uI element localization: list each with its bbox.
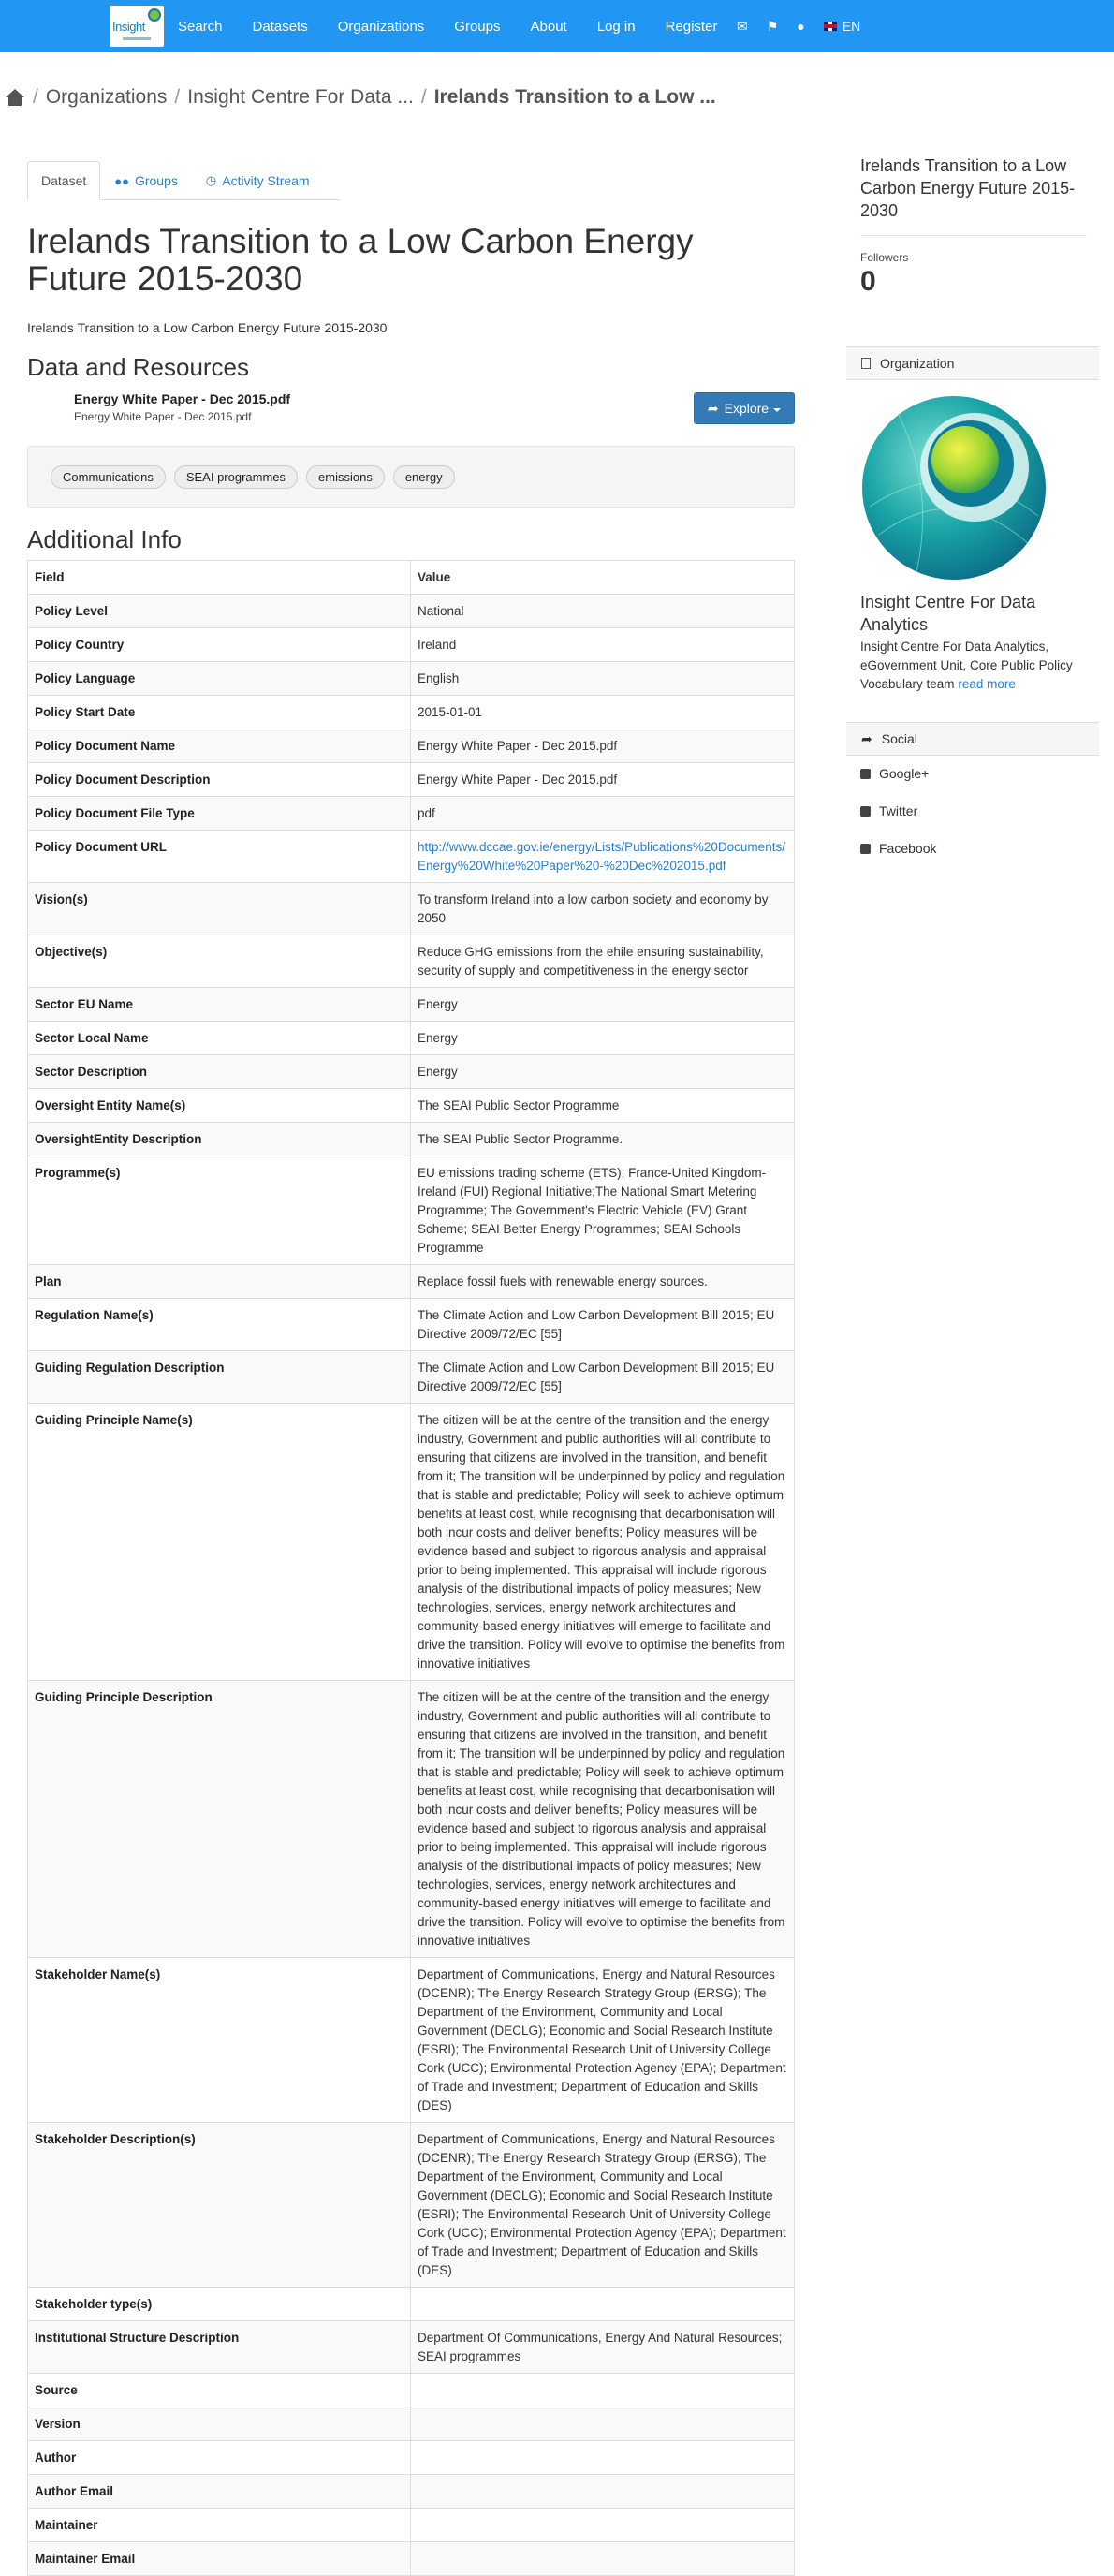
value-cell: Department Of Communications, Energy And Natural Resources; SEAI programmes <box>411 2321 795 2374</box>
logo-tagline <box>123 37 151 40</box>
field-cell: Vision(s) <box>28 883 411 935</box>
value-cell: The SEAI Public Sector Programme <box>411 1089 795 1123</box>
value-cell <box>411 831 795 883</box>
field-cell: Policy Document File Type <box>28 797 411 831</box>
tag-item[interactable]: energy <box>393 465 455 489</box>
breadcrumb <box>0 75 1114 120</box>
main-content <box>27 223 795 335</box>
caret-down-icon <box>773 408 781 412</box>
breadcrumb-separator: / <box>174 86 181 108</box>
table-row <box>28 797 795 831</box>
value-cell: Energy <box>411 1022 795 1055</box>
nav-link-organizations[interactable]: Organizations <box>337 18 425 35</box>
value-cell <box>411 2288 795 2321</box>
field-cell: Maintainer <box>28 2509 411 2542</box>
value-cell: The citizen will be at the centre of the transition and the energy industry, Government and public authorities will all contribute to ensuring that citizens are involved in the transition, and benefit from it; The transition will be underpinned by policy and regulation that is stable and predictable; Policy will seek to achieve optimum benefits at least cost, while recognising that decarbonisation will both incur costs and deliver benefits; Policy measures will be evidence based and subject to rigorous analysis and appraisal prior to being implemented. This appraisal will include rigorous analysis of the distributional impacts of policy measures; New technologies, services, energy network architectures and community-based energy initiatives will emerge to facilitate and drive the transition. Policy will evolve to optimise the benefits from innovative initiatives <box>411 1404 795 1681</box>
uk-flag-icon <box>824 22 837 31</box>
table-row <box>28 988 795 1022</box>
value-cell <box>411 2509 795 2542</box>
nav-link-login[interactable]: Log in <box>596 18 636 35</box>
field-cell: OversightEntity Description <box>28 1123 411 1156</box>
table-row <box>28 2509 795 2542</box>
table-header-row <box>28 561 795 595</box>
value-cell: The citizen will be at the centre of the transition and the energy industry, Government and public authorities will all contribute to ensuring that citizens are involved in the transition, and benefit from it; The transition will be underpinned by policy and regulation that is stable and predictable; Policy will seek to achieve optimum benefits at least cost, while recognising that decarbonisation will both incur costs and deliver benefits; Policy measures will be evidence based and subject to rigorous analysis and appraisal prior to being implemented. This appraisal will include rigorous analysis of the distributional impacts of policy measures; New technologies, services, energy network architectures and community-based energy initiatives will emerge to facilitate and drive the transition. Policy will evolve to optimise the benefits from innovative initiatives <box>411 1681 795 1958</box>
organization-module-heading <box>846 346 1099 380</box>
nav-icons <box>737 0 879 52</box>
social-heading-label: Social <box>881 731 917 746</box>
table-row <box>28 1055 795 1089</box>
value-cell: Energy White Paper - Dec 2015.pdf <box>411 729 795 763</box>
resource-item[interactable] <box>27 388 795 431</box>
top-navbar <box>0 0 1114 52</box>
tab-groups[interactable] <box>100 161 192 200</box>
table-row <box>28 1958 795 2123</box>
logo-text: Insight <box>112 20 145 34</box>
table-row <box>28 628 795 662</box>
facebook-icon <box>860 844 871 854</box>
table-row <box>28 1351 795 1404</box>
nav-link-register[interactable]: Register <box>665 18 718 35</box>
field-cell: Objective(s) <box>28 935 411 988</box>
tab-dataset-label: Dataset <box>41 173 87 188</box>
sidebar-dataset-title: Irelands Transition to a Low Carbon Energy Future 2015-2030 <box>860 156 1076 220</box>
table-row <box>28 2321 795 2374</box>
bell-icon[interactable]: ⚑ <box>766 18 779 34</box>
field-cell: Programme(s) <box>28 1156 411 1265</box>
field-cell: Version <box>28 2407 411 2441</box>
followers-count: 0 <box>860 266 876 297</box>
followers-label: Followers <box>860 251 909 264</box>
nav-link-groups[interactable]: Groups <box>454 18 501 35</box>
table-row <box>28 2123 795 2288</box>
organization-logo[interactable] <box>860 394 1048 581</box>
table-row <box>28 1681 795 1958</box>
clock-icon: ◷ <box>205 173 217 187</box>
social-link-facebook[interactable] <box>860 841 936 856</box>
table-row <box>28 2407 795 2441</box>
additional-info-table <box>27 560 795 2576</box>
divider <box>860 235 1087 236</box>
users-icon: ●● <box>114 173 129 188</box>
main-nav <box>178 0 747 52</box>
value-cell <box>411 2441 795 2475</box>
organization-heading-label: Organization <box>880 356 955 371</box>
value-cell: EU emissions trading scheme (ETS); France-United Kingdom-Ireland (FUI) Regional Initiative;The National Smart Metering Programme; The Government's Electric Vehicle (EV) Grant Scheme; SEAI Better Energy Programmes; SEAI Schools Programme <box>411 1156 795 1265</box>
tag-item[interactable]: SEAI programmes <box>174 465 298 489</box>
field-cell: Author <box>28 2441 411 2475</box>
field-cell: Maintainer Email <box>28 2542 411 2576</box>
field-cell: Author Email <box>28 2475 411 2509</box>
field-cell: Guiding Principle Description <box>28 1681 411 1958</box>
envelope-icon[interactable]: ✉ <box>737 18 748 34</box>
field-cell: Sector Local Name <box>28 1022 411 1055</box>
nav-link-datasets[interactable]: Datasets <box>252 18 308 35</box>
breadcrumb-current[interactable]: Irelands Transition to a Low ... <box>433 86 716 108</box>
language-label: EN <box>842 19 861 34</box>
table-row <box>28 763 795 797</box>
table-row <box>28 883 795 935</box>
resource-title[interactable]: Energy White Paper - Dec 2015.pdf <box>74 391 291 406</box>
table-row <box>28 662 795 696</box>
field-cell: Sector Description <box>28 1055 411 1089</box>
explore-button[interactable] <box>694 392 795 424</box>
value-cell <box>411 2407 795 2441</box>
table-row <box>28 1123 795 1156</box>
field-cell: Guiding Principle Name(s) <box>28 1404 411 1681</box>
column-header-value: Value <box>411 561 795 595</box>
social-link-label: Google+ <box>879 766 930 781</box>
field-cell: Source <box>28 2374 411 2407</box>
page-title: Irelands Transition to a Low Carbon Energy Future 2015-2030 <box>27 222 694 298</box>
value-cell: 2015-01-01 <box>411 696 795 729</box>
read-more-link[interactable]: read more <box>958 677 1016 691</box>
share-icon: ➦ <box>707 400 719 416</box>
value-cell: pdf <box>411 797 795 831</box>
nav-link-about[interactable]: About <box>530 18 567 35</box>
social-module-heading <box>846 722 1099 756</box>
table-row <box>28 1089 795 1123</box>
field-cell: Policy Country <box>28 628 411 662</box>
social-link-twitter[interactable] <box>860 803 917 818</box>
value-cell: To transform Ireland into a low carbon society and economy by 2050 <box>411 883 795 935</box>
value-cell: Energy <box>411 988 795 1022</box>
field-cell: Stakeholder type(s) <box>28 2288 411 2321</box>
table-row <box>28 595 795 628</box>
value-cell: The Climate Action and Low Carbon Development Bill 2015; EU Directive 2009/72/EC [55] <box>411 1351 795 1404</box>
nav-link-search[interactable]: Search <box>178 18 223 35</box>
field-cell: Guiding Regulation Description <box>28 1351 411 1404</box>
value-cell: The SEAI Public Sector Programme. <box>411 1123 795 1156</box>
additional-info-heading: Additional Info <box>27 525 182 553</box>
value-cell: Energy White Paper - Dec 2015.pdf <box>411 763 795 797</box>
table-row <box>28 1404 795 1681</box>
site-logo[interactable] <box>110 6 164 47</box>
table-row <box>28 729 795 763</box>
tab-activity-stream[interactable] <box>192 161 324 200</box>
breadcrumb-separator: / <box>33 86 38 108</box>
organization-name[interactable]: Insight Centre For Data Analytics <box>860 593 1036 634</box>
field-cell: Stakeholder Description(s) <box>28 2123 411 2288</box>
tab-groups-label: Groups <box>134 173 178 188</box>
dataset-notes: Irelands Transition to a Low Carbon Energy Future 2015-2030 <box>27 320 388 335</box>
dataset-tabs <box>27 161 340 200</box>
table-row <box>28 935 795 988</box>
field-cell: Policy Start Date <box>28 696 411 729</box>
table-row <box>28 1022 795 1055</box>
user-icon[interactable]: ● <box>797 19 805 34</box>
field-cell: Policy Document URL <box>28 831 411 883</box>
value-cell: English <box>411 662 795 696</box>
tag-item[interactable]: emissions <box>306 465 385 489</box>
policy-document-url-link[interactable]: http://www.dccae.gov.ie/energy/Lists/Publications%20Documents/Energy%20White%20Paper%20-%20Dec%202015.pdf <box>418 840 785 873</box>
building-icon <box>861 358 871 369</box>
breadcrumb-organization[interactable]: Insight Centre For Data ... <box>187 86 414 108</box>
breadcrumb-organizations[interactable]: Organizations <box>45 86 168 108</box>
social-link-googleplus[interactable] <box>860 766 929 781</box>
value-cell: Department of Communications, Energy and Natural Resources (DCENR); The Energy Research Strategy Group (ERSG); The Department of the Environment, Community and Local Government (DECLG); Economic and Social Research Institute (ESRI); The Environmental Research Unit of University College Cork (UCC); Environmental Protection Agency (EPA); Department of Trade and Investment; Department of Education and Skills (DES) <box>411 1958 795 2123</box>
field-cell: Stakeholder Name(s) <box>28 1958 411 2123</box>
logo-mark <box>148 8 161 22</box>
field-cell: Institutional Structure Description <box>28 2321 411 2374</box>
twitter-icon <box>860 806 871 817</box>
tab-dataset[interactable] <box>27 161 100 200</box>
value-cell: Ireland <box>411 628 795 662</box>
table-row <box>28 2542 795 2576</box>
language-selector[interactable] <box>824 19 860 34</box>
resource-description: Energy White Paper - Dec 2015.pdf <box>74 410 252 423</box>
tag-list <box>27 446 795 508</box>
table-row <box>28 1265 795 1299</box>
field-cell: Policy Language <box>28 662 411 696</box>
value-cell: The Climate Action and Low Carbon Development Bill 2015; EU Directive 2009/72/EC [55] <box>411 1299 795 1351</box>
field-cell: Sector EU Name <box>28 988 411 1022</box>
organization-description-text: Insight Centre For Data Analytics, eGovernment Unit, Core Public Policy Vocabulary team <box>860 640 1073 691</box>
field-cell: Policy Level <box>28 595 411 628</box>
table-row <box>28 1156 795 1265</box>
home-icon[interactable] <box>5 89 25 106</box>
breadcrumb-separator: / <box>420 86 427 108</box>
value-cell: Replace fossil fuels with renewable energy sources. <box>411 1265 795 1299</box>
field-cell: Policy Document Name <box>28 729 411 763</box>
field-cell: Plan <box>28 1265 411 1299</box>
tab-activity-label: Activity Stream <box>222 173 310 188</box>
value-cell <box>411 2542 795 2576</box>
social-link-label: Facebook <box>879 841 937 856</box>
value-cell: Reduce GHG emissions from the ehile ensuring sustainability, security of supply and competitiveness in the energy sector <box>411 935 795 988</box>
field-cell: Oversight Entity Name(s) <box>28 1089 411 1123</box>
value-cell <box>411 2374 795 2407</box>
table-row <box>28 2475 795 2509</box>
column-header-field: Field <box>28 561 411 595</box>
field-cell: Policy Document Description <box>28 763 411 797</box>
google-plus-icon <box>860 769 871 779</box>
table-row <box>28 831 795 883</box>
field-cell: Regulation Name(s) <box>28 1299 411 1351</box>
share-icon: ➦ <box>861 730 872 746</box>
resources-heading: Data and Resources <box>27 353 250 381</box>
table-row <box>28 2374 795 2407</box>
table-row <box>28 2288 795 2321</box>
organization-description <box>860 638 1090 694</box>
value-cell: National <box>411 595 795 628</box>
value-cell: Department of Communications, Energy and Natural Resources (DCENR); The Energy Research Strategy Group (ERSG); The Department of the Environment, Community and Local Government (DECLG); Economic and Social Research Institute (ESRI); The Environmental Research Unit of University College Cork (UCC); Environmental Protection Agency (EPA); Department of Trade and Investment; Department of Education and Skills (DES) <box>411 2123 795 2288</box>
value-cell: Energy <box>411 1055 795 1089</box>
value-cell <box>411 2475 795 2509</box>
explore-label: Explore <box>724 401 770 416</box>
table-row <box>28 696 795 729</box>
table-row <box>28 2441 795 2475</box>
tag-item[interactable]: Communications <box>51 465 166 489</box>
social-link-label: Twitter <box>879 803 918 818</box>
table-row <box>28 1299 795 1351</box>
